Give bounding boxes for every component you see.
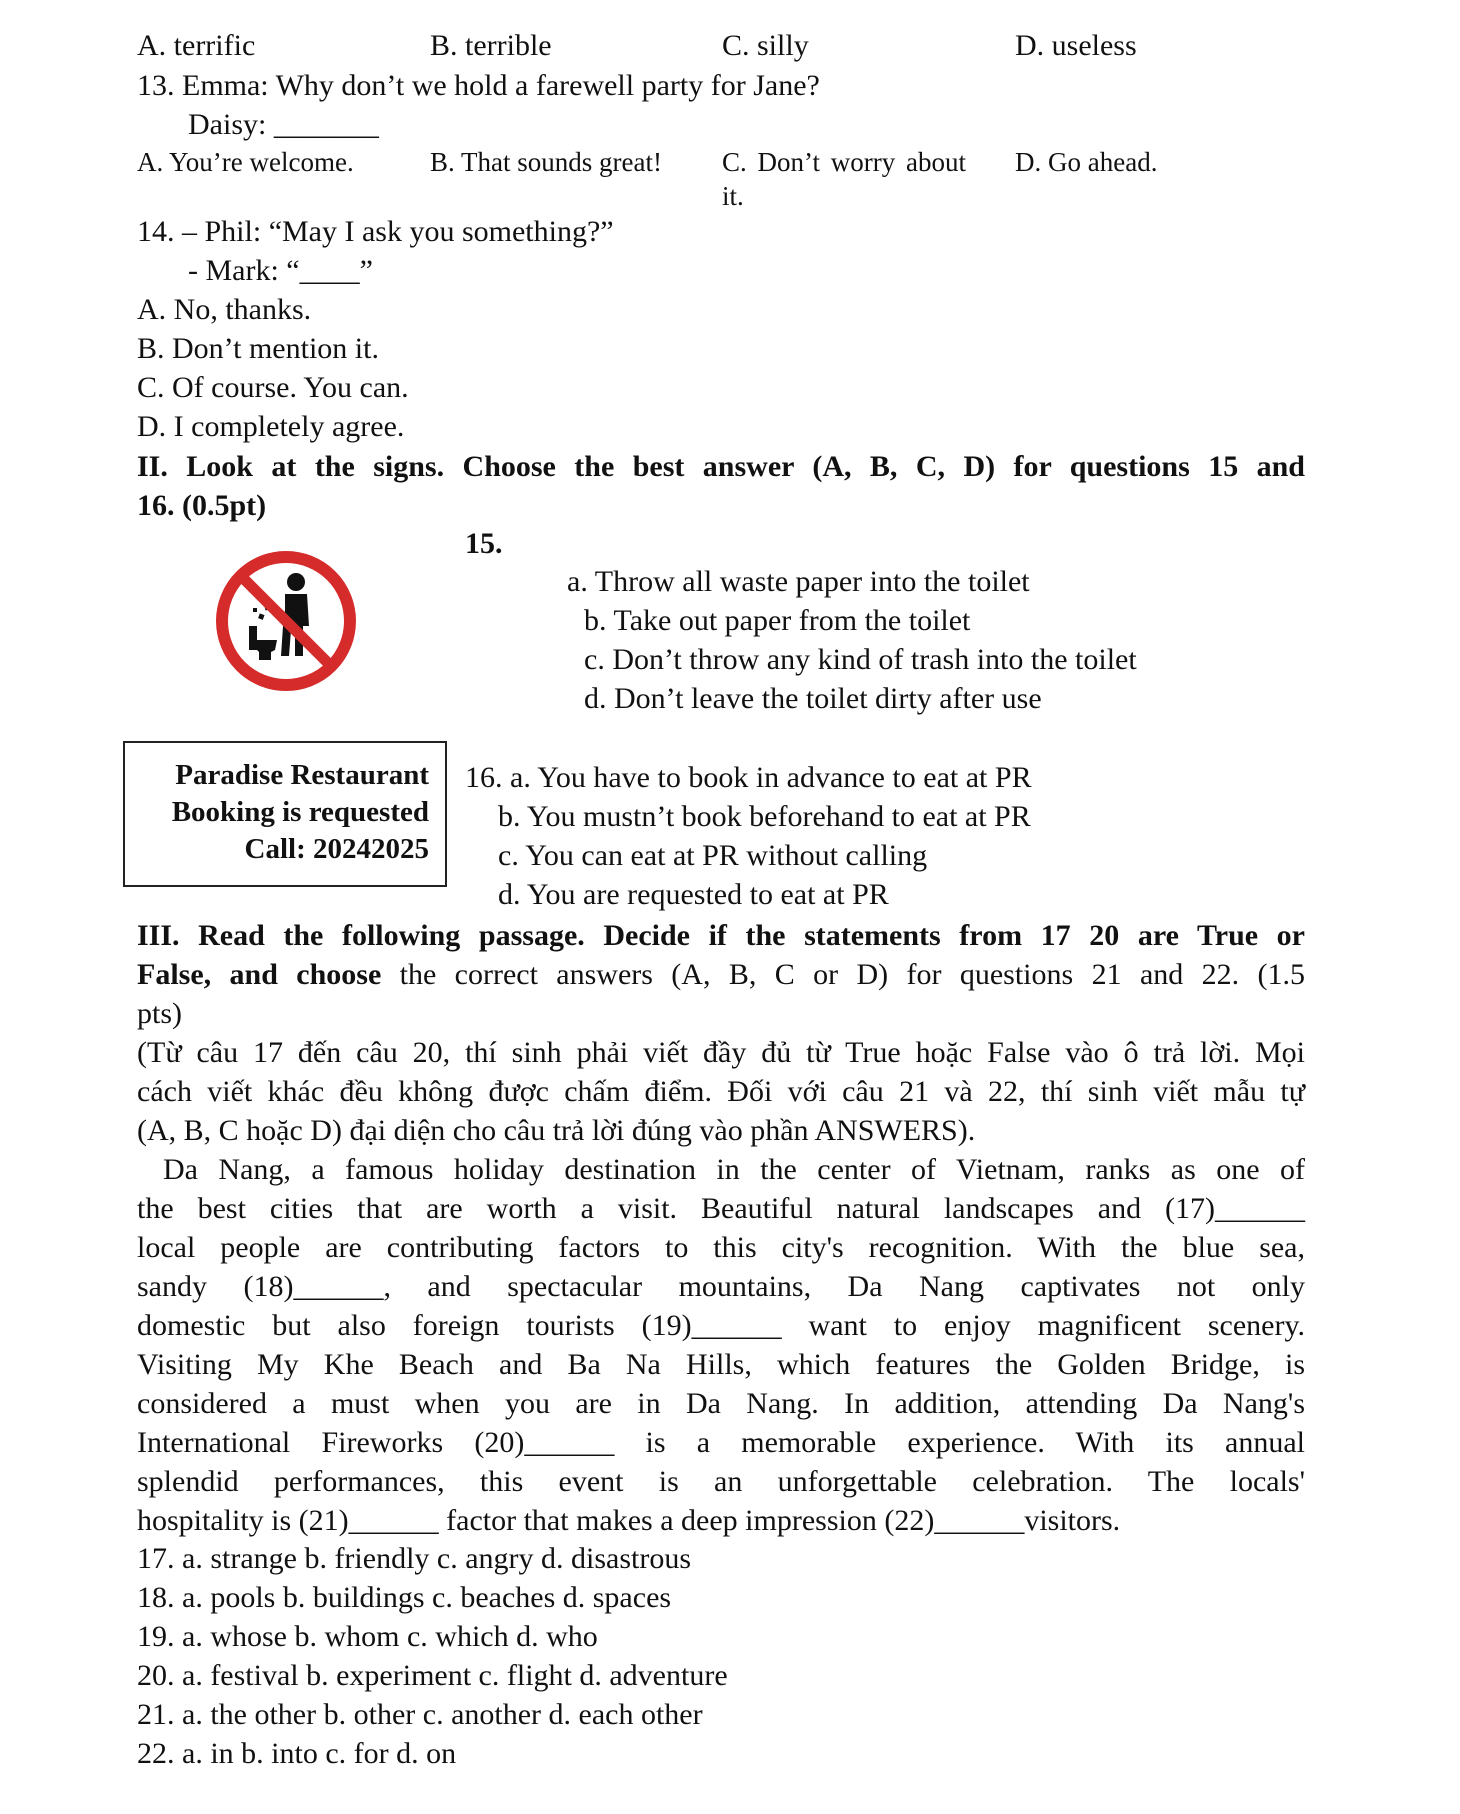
sign-line-booking: Booking is requested bbox=[171, 796, 429, 828]
q15-option-c: c. Don’t throw any kind of trash into the toilet bbox=[584, 643, 1137, 676]
passage-line-7: considered a must when you are in Da Nang. In addition, attending Da Nang's bbox=[137, 1387, 1305, 1420]
q19-options: 19. a. whose b. whom c. which d. who bbox=[137, 1620, 598, 1653]
q14-option-b: B. Don’t mention it. bbox=[137, 332, 379, 365]
q20-options: 20. a. festival b. experiment c. flight d. adventure bbox=[137, 1659, 728, 1692]
q15-number: 15. bbox=[465, 527, 503, 560]
section2-heading-line1: II. Look at the signs. Choose the best answer (A, B, C, D) for questions 15 and bbox=[137, 450, 1305, 483]
q22-options: 22. a. in b. into c. for d. on bbox=[137, 1737, 457, 1770]
section3-heading-line3: pts) bbox=[137, 997, 182, 1030]
q12-option-a: A. terrific bbox=[137, 29, 256, 62]
passage-line-9: splendid performances, this event is an unforgettable celebration. The locals' bbox=[137, 1465, 1305, 1498]
section2-heading bbox=[137, 447, 1305, 525]
q12-option-c: C. silly bbox=[722, 29, 809, 62]
q16-option-d: d. You are requested to eat at PR bbox=[498, 878, 889, 911]
q12-option-b: B. terrible bbox=[430, 29, 552, 62]
q14-question: 14. – Phil: “May I ask you something?” bbox=[137, 215, 614, 248]
q14-option-d: D. I completely agree. bbox=[137, 410, 405, 443]
q15-option-d: d. Don’t leave the toilet dirty after use bbox=[584, 682, 1042, 715]
passage-line-2: the best cities that are worth a visit. Beautiful natural landscapes and (17)______ bbox=[137, 1192, 1305, 1225]
q14-option-c: C. Of course. You can. bbox=[137, 371, 409, 404]
q13-question: 13. Emma: Why don’t we hold a farewell party for Jane? bbox=[137, 69, 820, 102]
section2-heading-line2: 16. (0.5pt) bbox=[137, 489, 267, 522]
section3-heading-line1: III. Read the following passage. Decide if the statements from 17 20 are True or bbox=[137, 919, 1305, 952]
section3-heading-line2 bbox=[137, 955, 1305, 994]
restaurant-sign bbox=[123, 741, 447, 887]
q14-option-a: A. No, thanks. bbox=[137, 293, 312, 326]
section3-note-line1: (Từ câu 17 đến câu 20, thí sinh phải viết đầy đủ từ True hoặc False vào ô trả lời. Mọi bbox=[137, 1036, 1305, 1069]
section3-heading-line2-bold: False, and choose bbox=[137, 958, 382, 991]
section3-note-line3: (A, B, C hoặc D) đại diện cho câu trả lời đúng vào phần ANSWERS). bbox=[137, 1114, 976, 1147]
q16-option-a: 16. a. You have to book in advance to eat at PR bbox=[465, 761, 1032, 794]
q13-option-c: C. Don’t worry about bbox=[722, 147, 966, 177]
sign-line-call: Call: 20242025 bbox=[244, 833, 429, 865]
q21-options: 21. a. the other b. other c. another d. each other bbox=[137, 1698, 703, 1731]
q13-option-d: D. Go ahead. bbox=[1015, 147, 1158, 177]
q12-option-d: D. useless bbox=[1015, 29, 1137, 62]
q13-option-a: A. You’re welcome. bbox=[137, 147, 354, 177]
q16-option-c: c. You can eat at PR without calling bbox=[498, 839, 928, 872]
passage-line-8: International Fireworks (20)______ is a memorable experience. With its annual bbox=[137, 1426, 1305, 1459]
sign-line-restaurant: Paradise Restaurant bbox=[175, 759, 429, 791]
section3-heading-line2-rest: the correct answers (A, B, C or D) for questions 21 and 22. (1.5 bbox=[381, 958, 1305, 991]
section3-block bbox=[137, 916, 1305, 1540]
passage-line-4: sandy (18)______, and spectacular mountains, Da Nang captivates not only bbox=[137, 1270, 1305, 1303]
passage-line-3: local people are contributing factors to this city's recognition. With the blue sea, bbox=[137, 1231, 1305, 1264]
passage-line-5: domestic but also foreign tourists (19)______ want to enjoy magnificent scenery. bbox=[137, 1309, 1305, 1342]
q15-option-a: a. Throw all waste paper into the toilet bbox=[567, 565, 1030, 598]
q14-reply: - Mark: “____” bbox=[188, 254, 373, 287]
q16-option-b: b. You mustn’t book beforehand to eat at PR bbox=[498, 800, 1031, 833]
section3-note-line2: cách viết khác đều không được chấm điểm. Đối với câu 21 và 22, thí sinh viết mẫu tự bbox=[137, 1075, 1305, 1108]
q15-option-b: b. Take out paper from the toilet bbox=[584, 604, 971, 637]
q18-options: 18. a. pools b. buildings c. beaches d. spaces bbox=[137, 1581, 672, 1614]
q13-reply: Daisy: _______ bbox=[188, 108, 379, 141]
q13-option-c-wrap: it. bbox=[722, 181, 744, 211]
passage-line-6: Visiting My Khe Beach and Ba Na Hills, which features the Golden Bridge, is bbox=[137, 1348, 1305, 1381]
q13-option-b: B. That sounds great! bbox=[430, 147, 662, 177]
q17-options: 17. a. strange b. friendly c. angry d. disastrous bbox=[137, 1542, 692, 1575]
passage-line-10: hospitality is (21)______ factor that makes a deep impression (22)______visitors. bbox=[137, 1504, 1121, 1537]
no-litter-in-toilet-icon bbox=[213, 548, 359, 694]
passage-line-1: Da Nang, a famous holiday destination in the center of Vietnam, ranks as one of bbox=[163, 1153, 1305, 1186]
